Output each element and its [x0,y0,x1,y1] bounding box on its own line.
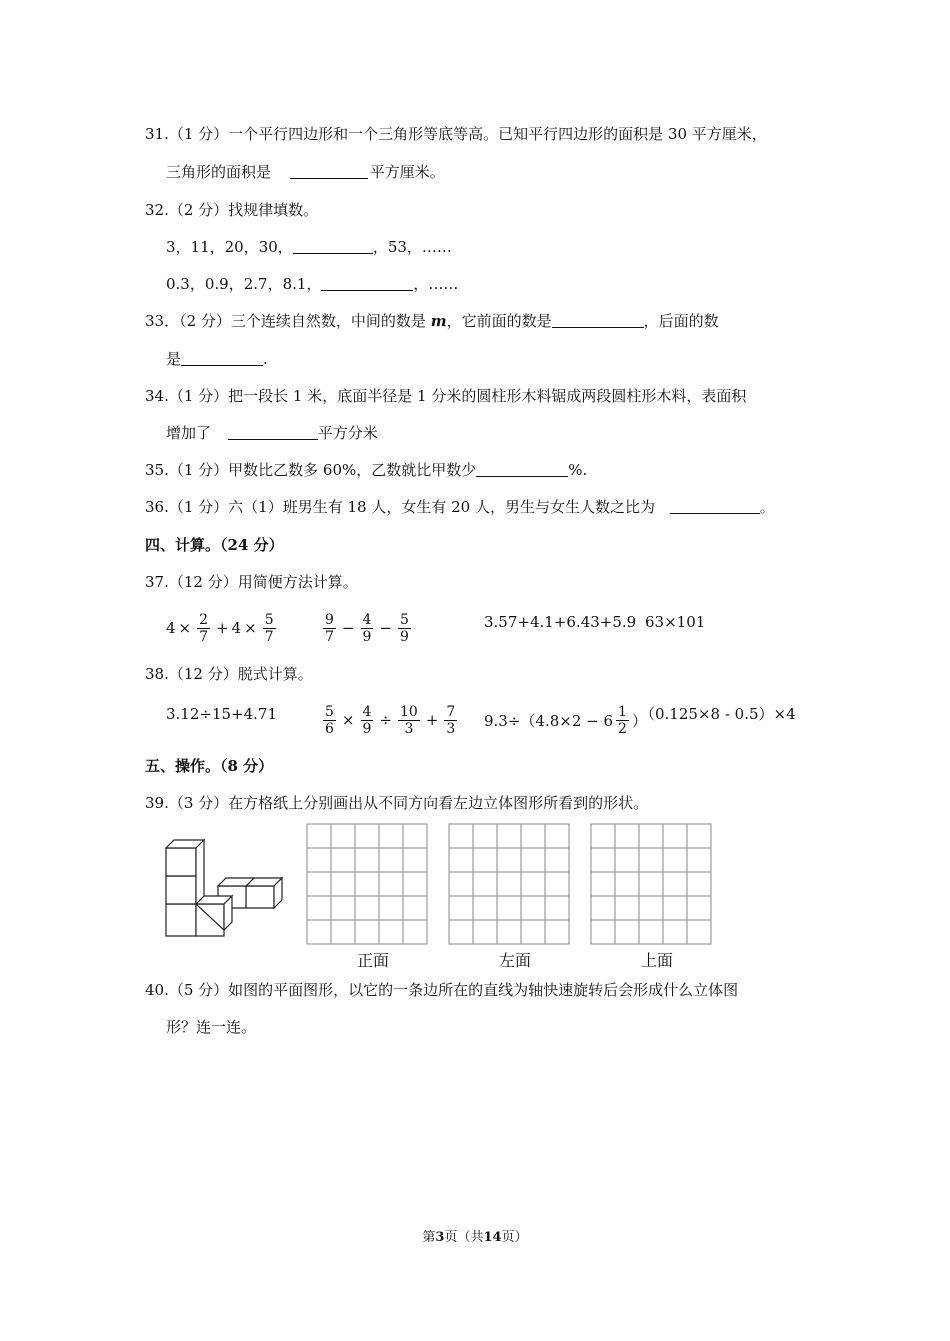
frac-den: 9 [362,628,372,645]
q38-e3-pre: 9.3÷（4.8×2 − 6 [484,711,614,730]
q37-e1-frac-2 [263,612,276,645]
q34-line2-pre: 增加了 [166,424,212,442]
frac-den: 9 [400,628,409,645]
q38-expr-1: 3.12÷15+4.71 [166,705,278,723]
frac-num: 4 [362,611,372,628]
frac-num: 10 [400,703,418,720]
section-5-heading: 五、操作。（8 分） [145,757,274,775]
footer-total-pages: 14 [483,1230,502,1245]
q32-seq2-post: ，…… [413,275,459,293]
label-left-view: 左面 [498,951,531,970]
footer-page-number: 3 [435,1230,445,1245]
section-4-heading: 四、计算。（24 分） [145,536,284,554]
footer-pre: 第 [422,1230,436,1245]
frac-den: 3 [404,720,414,737]
q33-variable: m [430,312,447,330]
frac-den: 6 [325,720,334,737]
q37-expr-4: 63×101 [645,613,706,631]
q32-seq2-blank[interactable] [321,276,413,291]
q33-line1-pre: 33．（2 分）三个连续自然数，中间的数是 [145,312,426,330]
frac-num: 5 [400,611,409,628]
frac-den: 7 [199,628,209,645]
frac-num: 2 [199,611,209,628]
q36-answer-blank[interactable] [670,499,760,514]
label-top-view: 上面 [640,951,673,970]
q37-e1-b: 4 [231,619,242,637]
q37-e1-times-2: × [244,619,257,637]
q38-expr-3 [484,700,647,740]
q34-line2 [166,423,378,443]
q38-e2-frac-2 [361,704,374,737]
q38-e3-post: ） [631,711,647,730]
q31-answer-blank[interactable] [290,164,368,179]
frac-num: 5 [264,611,274,628]
q35-answer-blank[interactable] [476,462,568,477]
q31-line1: 31.（1 分）一个平行四边形和一个三角形等底等高。已知平行四边形的面积是 30 平方厘米， [145,125,767,143]
q38-e3-frac [616,704,629,737]
q32-seq1-post: ，53，…… [372,238,452,256]
frac-num: 7 [446,703,456,720]
q31-line2-post: 平方厘米。 [369,163,445,181]
q37-e2-frac-1 [323,612,336,645]
q34-line2-post: 平方分米 [317,424,378,442]
q32-seq1 [166,237,452,257]
frac-den: 3 [446,720,456,737]
q35-post: %. [568,461,588,479]
q37-expr-1 [166,608,279,648]
q32-seq2-pre: 0.3，0.9，2.7，8.1， [166,275,322,293]
q38-e2-plus: + [425,711,439,729]
q37-expr-3: 3.57+4.1+6.43+5.9 [484,613,637,631]
frac-num: 4 [362,703,372,720]
q33-blank-2[interactable] [181,351,263,366]
footer-mid: 页（共 [444,1230,484,1245]
footer-post: 页） [501,1230,528,1245]
q36-pre: 36.（1 分）六（1）班男生有 18 人，女生有 20 人，男生与女生人数之比为 [145,498,655,516]
q31-line2-pre: 三角形的面积是 [166,163,272,181]
q40-line2: 形？连一连。 [166,1018,257,1036]
q35-pre: 35.（1 分）甲数比乙数多 60%，乙数就比甲数少 [145,461,477,479]
q36-line [145,497,775,517]
q33-line1-post: ，后面的数 [643,312,719,330]
q37-e2-minus-2: − [379,619,392,637]
q38-e2-times: × [341,711,355,729]
q37-title: 37.（12 分）用简便方法计算。 [145,573,358,591]
page-footer [0,1226,950,1245]
q39-title: 39.（3 分）在方格纸上分别画出从不同方向看左边立体图形所看到的形状。 [145,794,649,812]
cube-figure [160,838,286,940]
frac-num: 9 [325,611,334,628]
q34-line1: 34.（1 分）把一段长 1 米，底面半径是 1 分米的圆柱形木料锯成两段圆柱形木料，表面积 [145,387,747,405]
q37-expr-2 [320,608,414,648]
q35-line [145,460,587,480]
q33-line1 [145,311,719,331]
grid-left[interactable] [448,823,570,945]
q32-seq1-blank[interactable] [293,239,373,254]
q34-answer-blank[interactable] [228,425,318,440]
q38-e2-frac-1 [323,704,336,737]
grid-front[interactable] [306,823,428,945]
q32-seq1-pre: 3，11，20，30， [166,238,293,256]
q38-e2-div: ÷ [379,711,392,729]
q33-line1-mid: ，它前面的数是 [446,312,552,330]
q36-post: 。 [759,498,775,516]
q32-seq2 [166,274,458,294]
frac-num: 1 [618,703,627,720]
q37-e2-minus: − [341,619,355,637]
q38-expr-2 [320,700,460,740]
q33-line2-pre: 是 [166,350,182,368]
q33-line2 [166,349,268,369]
q37-e2-frac-3 [398,612,411,645]
q37-e1-plus: + [216,619,229,637]
q37-e1-frac-1 [197,612,210,645]
q38-e2-frac-4 [444,704,457,737]
frac-num: 5 [325,703,334,720]
frac-den: 7 [264,628,274,645]
q38-expr-4: （0.125×8 ‑ 0.5）×4 [640,705,796,723]
q40-line1: 40.（5 分）如图的平面图形，以它的一条边所在的直线为轴快速旋转后会形成什么立体图 [145,981,739,999]
q37-e1-times: × [178,619,192,637]
label-front-view: 正面 [356,951,389,970]
q38-e2-frac-3 [398,704,420,737]
q33-blank-1[interactable] [552,313,644,328]
q33-line2-post: . [263,350,268,368]
frac-den: 2 [618,720,627,737]
frac-den: 9 [362,720,372,737]
q37-e1-a: 4 [166,619,176,637]
q31-line2 [166,162,445,182]
q38-title: 38.（12 分）脱式计算。 [145,665,313,683]
frac-den: 7 [325,628,334,645]
q37-e2-frac-2 [361,612,374,645]
q32-title: 32.（2 分）找规律填数。 [145,201,319,219]
grid-top[interactable] [590,823,712,945]
